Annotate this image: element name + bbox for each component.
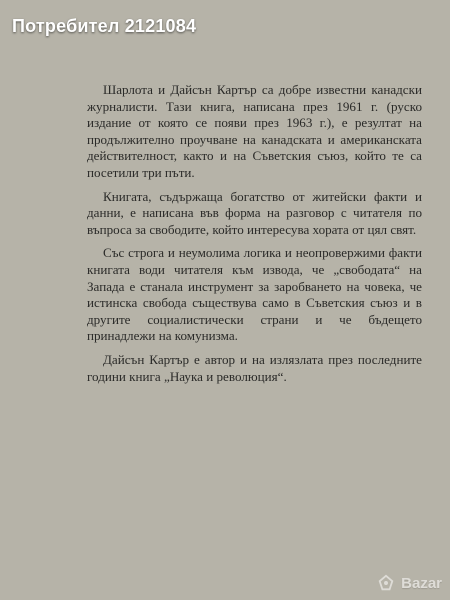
paragraph-2: Книгата, съдържаща богатство от житейски факти и данни, е написана във форма на разговор с читателя по въпроса за свободите, който интересува хората от цял свят. [87,188,422,237]
paragraph-1: Шарлота и Дайсън Картър са добре известни канадски журналисти. Тази книга, написана през 1961 г. (руско издание от която се появи през 1963 г.), е резултат на продължително проучване на канадската и американската действителност, както и на Съветския съюз, който те са посетили три пъти. [87,82,422,180]
book-back-text [87,82,422,392]
paragraph-4: Дайсън Картър е автор и на излязлата през последните години книга „Наука и революция“. [87,351,422,384]
watermark-text: Bazar [401,574,442,592]
bazar-logo-icon [377,574,395,592]
watermark [377,574,442,592]
paragraph-3: Със строга и неумолима логика и неопровержими факти книгата води читателя към извода, че „свободата“ на Запада е станала инструмент за заробването на човека, че истинска свобода съществува само в Съветския съюз и в другите социалистически страни и че бъдещето принадлежи на комунизма. [87,245,422,344]
seller-username: Потребител 2121084 [12,16,197,36]
